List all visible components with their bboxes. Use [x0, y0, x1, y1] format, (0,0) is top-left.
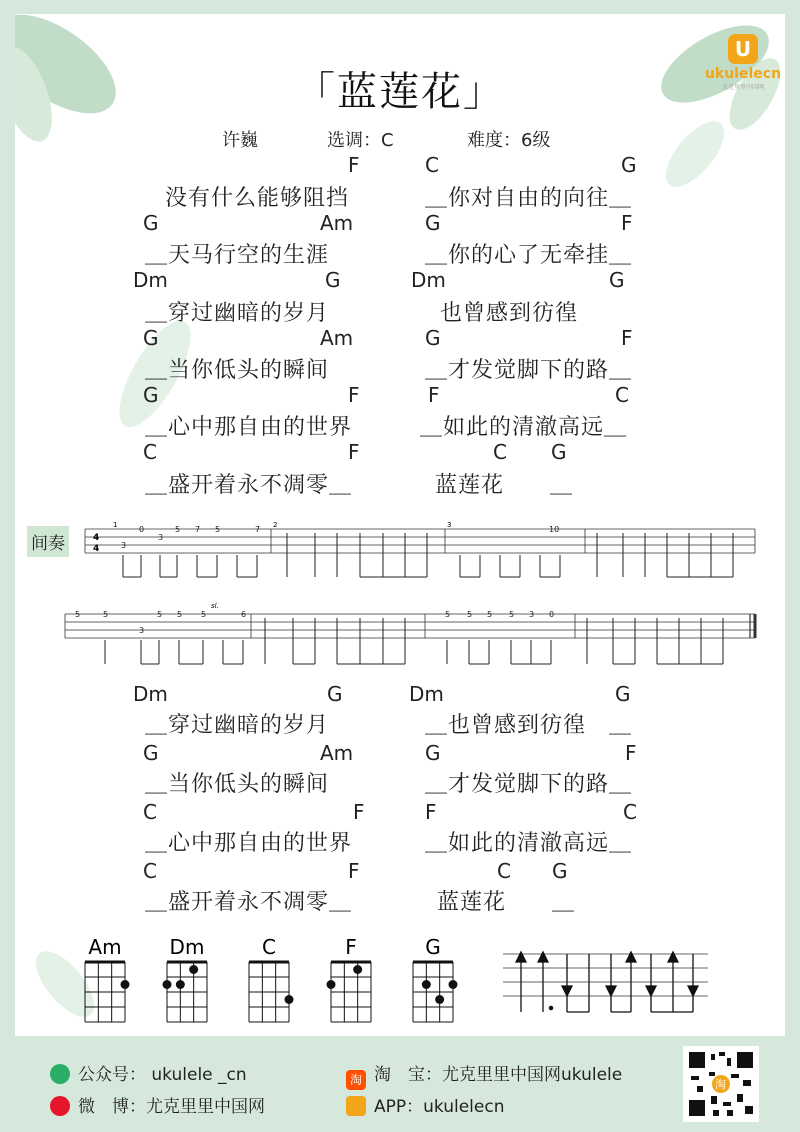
finger-dot [449, 980, 458, 989]
weibo-text: 微 博：尤克里里中国网 [78, 1097, 265, 1117]
chord: G [325, 268, 341, 292]
chord: F [621, 326, 633, 350]
lyric-line: ＿才发觉脚下的路＿ [425, 358, 633, 383]
chord: C [497, 859, 511, 883]
tab-note: 5 [177, 610, 183, 619]
chord: G [143, 741, 159, 765]
tab-note: 5 [157, 610, 163, 619]
tab-note: 5 [487, 610, 493, 619]
chord: Am [320, 326, 354, 350]
chord: G [425, 211, 441, 235]
chord-diagram-am [75, 930, 135, 1030]
leaf-decoration-right [645, 104, 745, 204]
taobao-text: 淘 宝：尤克里里中国网ukulele [374, 1065, 623, 1085]
tab-staff-row-2 [15, 600, 785, 680]
lyric-line: 也曾感到彷徨 [440, 301, 579, 326]
chord: G [609, 268, 625, 292]
tab-note: 5 [175, 525, 181, 534]
tab-note: 3 [529, 610, 535, 619]
finger-dot [163, 980, 172, 989]
tab-note: 3 [158, 533, 164, 542]
logo-subtext: 尤克里里中国网 [721, 84, 764, 91]
lyric-line: ＿当你低头的瞬间 [145, 358, 330, 383]
chord-diagrams [75, 930, 475, 1030]
chord: F [353, 800, 365, 824]
chord: G [552, 859, 568, 883]
tab-note: 6 [241, 610, 247, 619]
chord: F [425, 800, 437, 824]
slide-mark: sl. [211, 602, 219, 610]
chord: G [425, 741, 441, 765]
lyric-line: ＿穿过幽暗的岁月 [145, 301, 330, 326]
chord-name: C [262, 935, 276, 959]
chord: F [348, 859, 360, 883]
app-icon [346, 1096, 366, 1116]
chord: C [143, 859, 157, 883]
chord: Dm [411, 268, 446, 292]
tab-note: 5 [215, 525, 221, 534]
weibo-icon [50, 1096, 70, 1116]
chord-name: F [345, 935, 357, 959]
finger-dot [327, 980, 336, 989]
tab-note: 7 [255, 525, 261, 534]
lyric-line: 蓝莲花 ＿ [437, 890, 576, 915]
app-text: APP：ukulelecn [374, 1097, 505, 1117]
chord: G [615, 682, 631, 706]
tab-note: 0 [139, 525, 145, 534]
lyric-line: 蓝莲花 ＿ [435, 473, 574, 498]
qr-code-image [687, 1050, 755, 1118]
lyric-line: ＿当你低头的瞬间 [145, 772, 330, 797]
chord: F [348, 383, 360, 407]
footer [0, 1036, 800, 1132]
wechat-text: 公众号： ukulele _cn [78, 1065, 247, 1085]
chord: F [625, 741, 637, 765]
tab-note: 3 [139, 626, 145, 635]
chord-diagram-dm [157, 930, 217, 1030]
lyric-line: ＿心中那自由的世界 [145, 415, 353, 440]
chord: F [621, 211, 633, 235]
tab-staff-row-1 [15, 519, 785, 579]
sheet-page [15, 14, 785, 1036]
lyric-line: ＿你对自由的向往＿ [425, 186, 633, 211]
artist: 许巍 [222, 130, 258, 151]
strum-pattern [503, 946, 713, 1026]
song-title: 「蓝莲花」 [295, 69, 505, 115]
finger-dot [353, 965, 362, 974]
tab-note: 3 [121, 541, 127, 550]
ukulelecn-logo [703, 34, 783, 91]
tab-note: 5 [445, 610, 451, 619]
taobao-icon: 淘 [346, 1070, 366, 1090]
key: 选调：C [327, 130, 394, 151]
chord: Dm [133, 268, 168, 292]
wechat-info [50, 1060, 247, 1085]
lyric-line: ＿心中那自由的世界 [145, 831, 353, 856]
lyric-line: 没有什么能够阻挡 [165, 186, 350, 211]
chord: G [425, 326, 441, 350]
lyric-line: ＿盛开着永不凋零＿ [145, 473, 353, 498]
chord: C [143, 440, 157, 464]
lyric-line: ＿也曾感到彷徨 ＿ [425, 713, 633, 738]
lyric-line: ＿盛开着永不凋零＿ [145, 890, 353, 915]
time-signature-top: 4 [93, 533, 100, 543]
chord-name: Am [88, 935, 122, 959]
finger-dot [176, 980, 185, 989]
lyric-line: ＿如此的清澈高远＿ [420, 415, 628, 440]
qr-code[interactable] [683, 1046, 759, 1122]
logo-icon: U [728, 34, 758, 64]
chord: G [621, 153, 637, 177]
difficulty: 难度：6级 [467, 130, 551, 151]
taobao-info [346, 1060, 622, 1090]
lyric-line: ＿如此的清澈高远＿ [425, 831, 633, 856]
chord-diagram-f [321, 930, 381, 1030]
app-info [346, 1092, 505, 1117]
chord: F [428, 383, 440, 407]
tab-note: 5 [467, 610, 473, 619]
wechat-icon [50, 1064, 70, 1084]
chord-name: Dm [169, 935, 205, 959]
weibo-info [50, 1092, 265, 1117]
tab-note: 10 [549, 525, 560, 534]
chord: Dm [133, 682, 168, 706]
chord: G [327, 682, 343, 706]
chord: C [425, 153, 439, 177]
chord: Dm [409, 682, 444, 706]
chord: G [551, 440, 567, 464]
lyric-line: ＿穿过幽暗的岁月 [145, 713, 330, 738]
chord: F [348, 440, 360, 464]
chord: Am [320, 741, 354, 765]
finger-dot [189, 965, 198, 974]
chord-name: G [425, 935, 441, 959]
time-signature-bottom: 4 [93, 544, 100, 554]
lyric-line: ＿才发觉脚下的路＿ [425, 772, 633, 797]
logo-text: ukulelecn [704, 66, 782, 82]
finger-dot [422, 980, 431, 989]
tab-note: 7 [195, 525, 201, 534]
tab-note: 5 [75, 610, 81, 619]
finger-dot [435, 995, 444, 1004]
lyric-line: ＿你的心了无牵挂＿ [425, 243, 633, 268]
chord: C [493, 440, 507, 464]
tab-note: 0 [549, 610, 555, 619]
qr-center-glyph: 淘 [715, 1078, 726, 1091]
chord: G [143, 326, 159, 350]
chord-diagram-g [403, 930, 463, 1030]
chord: C [615, 383, 629, 407]
chord: Am [320, 211, 354, 235]
chord: G [143, 211, 159, 235]
measure-number: 3 [447, 521, 452, 529]
chord: G [143, 383, 159, 407]
measure-number: 1 [113, 521, 118, 529]
lyric-line: ＿天马行空的生涯 [145, 243, 330, 268]
finger-dot [121, 980, 130, 989]
finger-dot [285, 995, 294, 1004]
chord: F [348, 153, 360, 177]
tab-note: 5 [201, 610, 207, 619]
tab-note: 5 [103, 610, 109, 619]
measure-number: 2 [273, 521, 278, 529]
chord: C [143, 800, 157, 824]
chord-diagram-c [239, 930, 299, 1030]
tab-note: 5 [509, 610, 515, 619]
interlude-label: 间奏 [27, 526, 69, 557]
chord: C [623, 800, 637, 824]
